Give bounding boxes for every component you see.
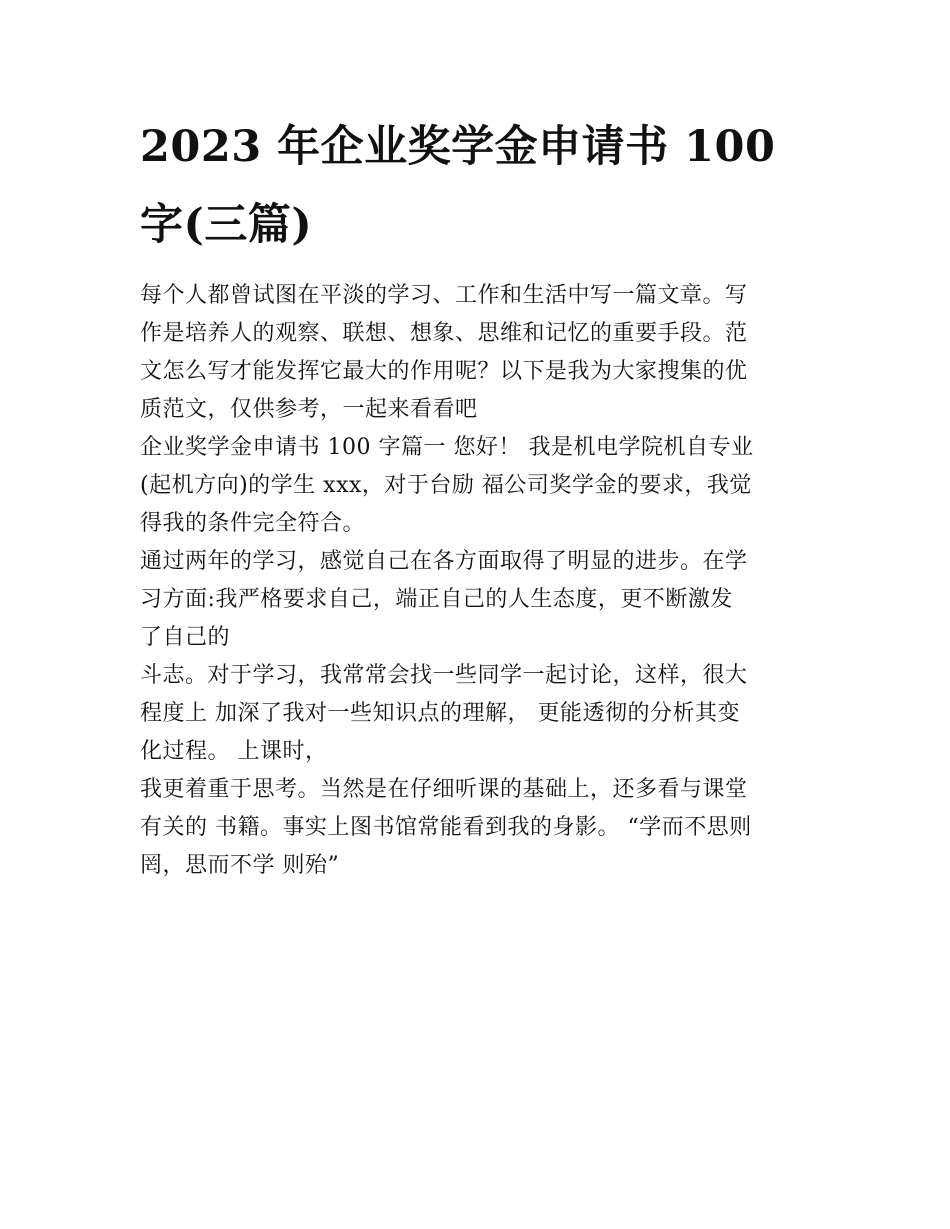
body-paragraph [140,771,815,885]
text-line: 文怎么写才能发挥它最大的作用呢？以下是我为大家搜集的优 [140,359,748,384]
document-content [140,108,815,885]
text-line: 作是培养人的观察、联想、想象、思维和记忆的重要手段。范 [140,321,748,346]
text-line: 通过两年的学习，感觉自己在各方面取得了明显的进步。在学 [140,549,748,574]
text-line: 我更着重于思考。当然是在仔细听课的基础上，还多看与课堂 [140,777,748,802]
text-line: 每个人都曾试图在平淡的学习、工作和生活中写一篇文章。写 [140,283,748,308]
text-line: 罔，思而不学 则殆” [140,853,340,878]
intro-paragraph [140,277,815,429]
text-line: 得我的条件完全符合。 [140,511,366,536]
text-line: 企业奖学金申请书 100 字篇一 您好！ 我是机电学院机自专业 [140,435,754,460]
text-line: 了自己的 [140,625,231,650]
title-line: 字(三篇) [140,200,313,250]
text-line: (起机方向)的学生 xxx，对于台励 福公司奖学金的要求，我觉 [140,473,752,498]
body-paragraph [140,657,815,771]
text-line: 质范文，仅供参考，一起来看看吧 [140,397,478,422]
body-paragraph [140,543,815,657]
text-line: 有关的 书籍。事实上图书馆常能看到我的身影。 “学而不思则 [140,815,752,840]
text-line: 化过程。 上课时， [140,739,328,764]
title-line: 2023 年企业奖学金申请书 100 [140,122,776,172]
text-line: 程度上 加深了我对一些知识点的理解， 更能透彻的分析其变 [140,701,740,726]
text-line: 斗志。对于学习，我常常会找一些同学一起讨论，这样，很大 [140,663,748,688]
text-line: 习方面:我严格要求自己，端正自己的人生态度，更不断激发 [140,587,733,612]
document-title [140,108,815,264]
body-paragraph [140,429,815,543]
